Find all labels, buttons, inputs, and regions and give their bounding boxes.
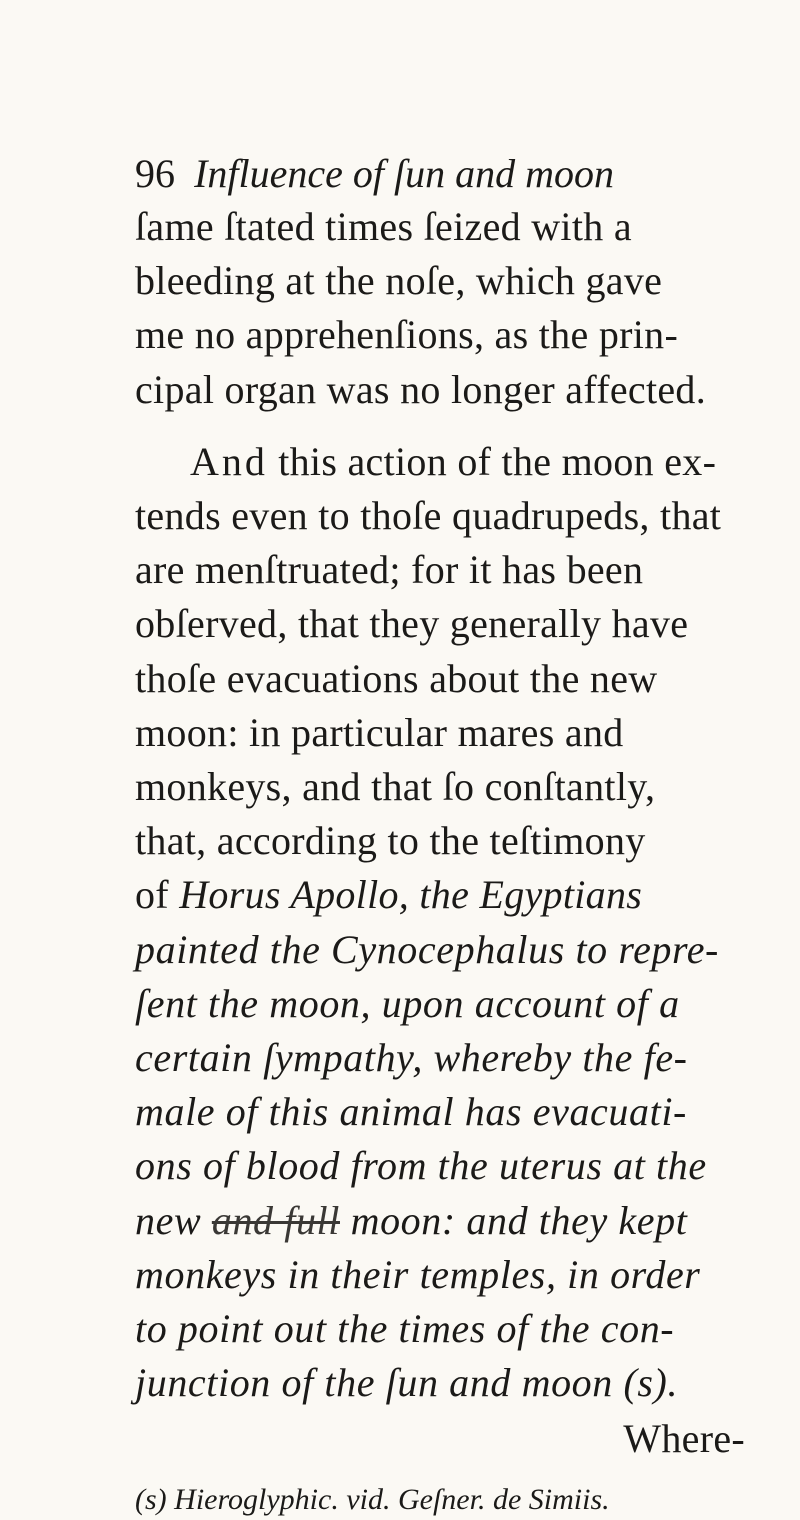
text-line: bleeding at the noſe, which gave xyxy=(135,258,663,303)
text-after-strike: moon: and they kept xyxy=(350,1198,688,1243)
paragraph-initial-word: And xyxy=(190,439,268,484)
italic-text-line: certain ſympathy, whereby the fe- xyxy=(135,1035,688,1080)
text-line: me no apprehenſions, as the prin- xyxy=(135,312,679,357)
italic-text-line: junction of the ſun and moon (s). xyxy=(135,1360,679,1405)
text-line: are menſtruated; for it has been xyxy=(135,547,644,592)
italic-text-line: painted the Cynocephalus to repre- xyxy=(135,927,719,972)
italic-text-line: monkeys in their temples, in order xyxy=(135,1252,701,1297)
text-line: thoſe evacuations about the new xyxy=(135,656,658,701)
struck-text-line xyxy=(135,1194,755,1248)
running-title: Influence of ſun and moon xyxy=(194,151,615,196)
roman-text: of xyxy=(135,872,169,917)
page-number: 96 xyxy=(135,151,175,196)
italic-text-line: ſent the moon, upon account of a xyxy=(135,981,680,1026)
italic-text-line: male of this animal has evacuati- xyxy=(135,1089,687,1134)
text-line: monkeys, and that ſo conſtantly, xyxy=(135,764,656,809)
text-line: that, according to the teſtimony xyxy=(135,818,646,863)
page-header xyxy=(135,150,695,200)
catchword: Where- xyxy=(623,1416,745,1461)
text-line: cipal organ was no longer affected. xyxy=(135,367,707,412)
text-line: moon: in particular mares and xyxy=(135,710,624,755)
paragraph-first-line xyxy=(190,435,800,489)
footnote: (s) Hieroglyphic. vid. Geſner. de Simiis. xyxy=(135,1483,610,1516)
text-line: tends even to thoſe quadrupeds, that xyxy=(135,493,722,538)
italic-text: Horus Apollo, the Egyptians xyxy=(179,872,643,917)
text-before-strike: new xyxy=(135,1198,202,1243)
italic-text-line: to point out the times of the con- xyxy=(135,1306,675,1351)
struck-through-text: and full xyxy=(211,1198,340,1243)
mixed-text-line xyxy=(135,868,755,922)
text-line-rest: this action of the moon ex- xyxy=(278,439,717,484)
text-line: ſame ſtated times ſeized with a xyxy=(135,204,632,249)
text-line: obſerved, that they generally have xyxy=(135,601,689,646)
italic-text-line: ons of blood from the uterus at the xyxy=(135,1143,707,1188)
